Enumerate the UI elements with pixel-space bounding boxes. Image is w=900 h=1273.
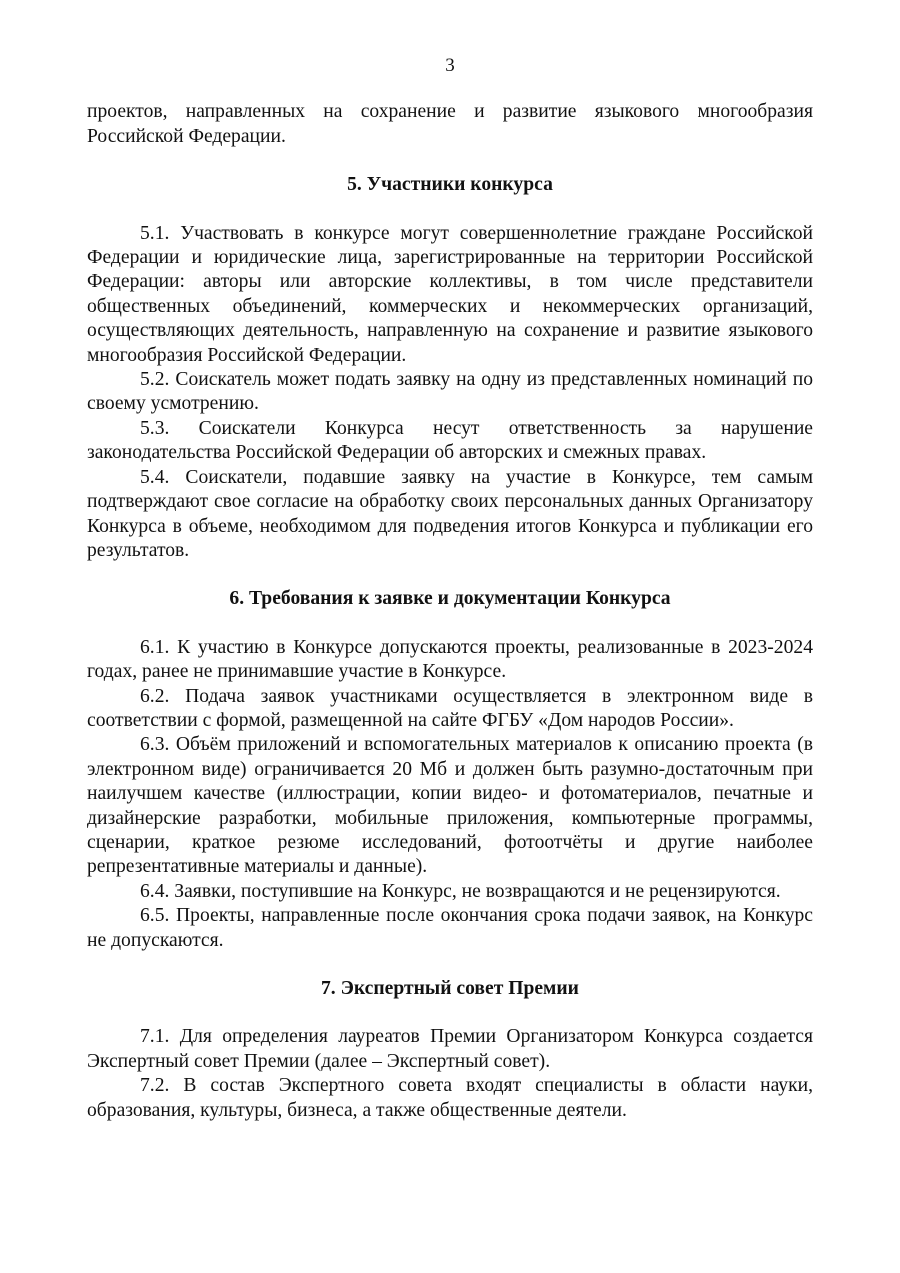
- section-6-heading: 6. Требования к заявке и документации Конкурса: [229, 588, 671, 610]
- paragraph-6-5: 6.5. Проекты, направленные после окончания срока подачи заявок, на Конкурс не допускаются.: [87, 905, 813, 951]
- paragraph-6-3: 6.3. Объём приложений и вспомогательных материалов к описанию проекта (в электронном виде) ограничивается 20 Мб и должен быть разумно-достаточным при наилучшем качестве (иллюстрации, копии видео- и фотоматериалов, печатные и дизайнерские разработки, мобильные приложения, компьютерные программы, сценарии, краткое резюме исследований, фотоотчёты и другие наиболее репрезентативные материалы и данные).: [87, 734, 813, 878]
- paragraph-5-3: 5.3. Соискатели Конкурса несут ответственность за нарушение законодательства Российской Федерации об авторских и смежных правах.: [87, 417, 813, 464]
- paragraph-7-1: 7.1. Для определения лауреатов Премии Организатором Конкурса создается Экспертный совет Премии (далее – Экспертный совет).: [87, 1026, 813, 1072]
- page-number: 3: [445, 55, 455, 76]
- paragraph-5-1: 5.1. Участвовать в конкурсе могут совершеннолетние граждане Российской Федерации и юридические лица, зарегистрированные на территории Российской Федерации: авторы или авторские коллективы, в том числе представители общественных объединений, коммерческих и некоммерческих организаций, осуществляющих деятельность, направленную на сохранение и развитие языкового многообразия Российской Федерации.: [87, 222, 813, 366]
- paragraph-5-4: 5.4. Соискатели, подавшие заявку на участие в Конкурсе, тем самым подтверждают свое согласие на обработку своих персональных данных Организатору Конкурса в объеме, необходимом для подведения итогов Конкурса и публикации его результатов.: [87, 466, 813, 561]
- paragraph-6-2: 6.2. Подача заявок участниками осуществляется в электронном виде в соответствии с формой, размещенной на сайте ФГБУ «Дом народов России».: [87, 685, 813, 731]
- document-page: [87, 54, 813, 1123]
- paragraph-7-2: 7.2. В состав Экспертного совета входят специалисты в области науки, образования, культуры, бизнеса, а также общественные деятели.: [87, 1075, 813, 1121]
- paragraph-5-2: 5.2. Соискатель может подать заявку на одну из представленных номинаций по своему усмотрению.: [87, 369, 813, 415]
- paragraph-6-4: 6.4. Заявки, поступившие на Конкурс, не возвращаются и не рецензируются.: [140, 880, 781, 902]
- section-7-heading: 7. Экспертный совет Премии: [321, 978, 579, 999]
- intro-paragraph: проектов, направленных на сохранение и развитие языкового многообразия Российской Федерации.: [87, 101, 813, 147]
- paragraph-6-1: 6.1. К участию в Конкурсе допускаются проекты, реализованные в 2023-2024 годах, ранее не принимавшие участие в Конкурсе.: [87, 636, 813, 683]
- section-5-heading: 5. Участники конкурса: [347, 174, 553, 196]
